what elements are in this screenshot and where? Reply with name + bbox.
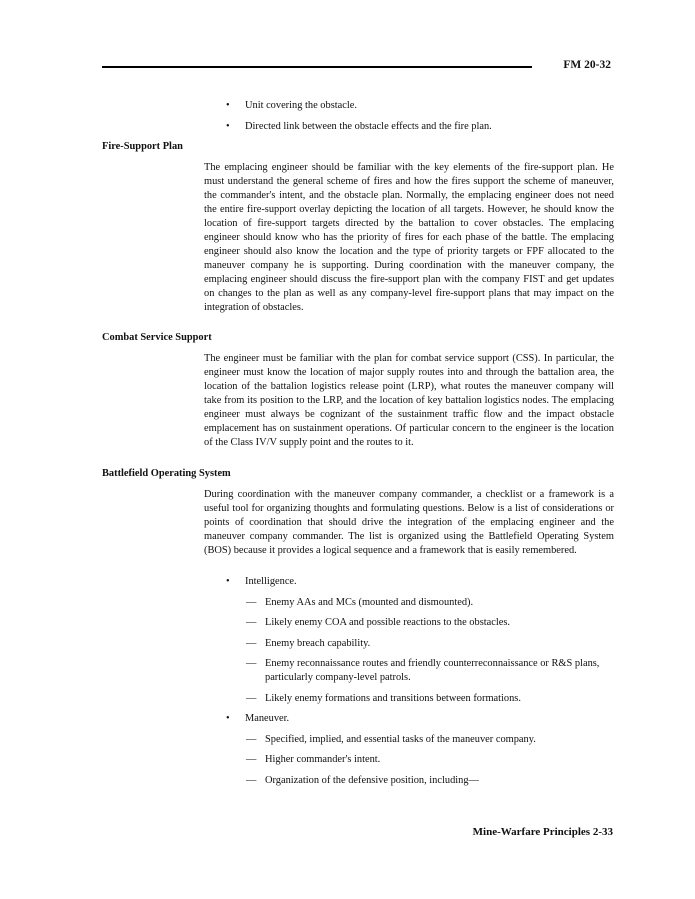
dash-mark: — xyxy=(246,617,257,628)
bullet-mark: • xyxy=(226,713,230,724)
section-paragraph: The engineer must be familiar with the plan for combat service support (CSS). In particular, the engineer must know the location of major supply routes into and through the battalion area, the location of the battalion logistics release point (LRP), what routes the maneuver company will take from its position to the LRP, and the location of key battalion logistics nodes. The emplacing engineer must always be cognizant of the sustainment traffic flow and the impact obstacle emplacement has on sustainment operations. Of particular concern to the engineer is the location of the Class IV/V supply point and the routes to it. xyxy=(204,353,614,448)
bullet-mark: • xyxy=(226,100,230,111)
list-item xyxy=(226,712,616,726)
sub-list-item xyxy=(246,637,616,651)
sub-list-item xyxy=(246,596,616,610)
dash-mark: — xyxy=(246,775,257,786)
dash-mark: — xyxy=(246,597,257,608)
sub-list-item xyxy=(246,774,616,788)
bullet-mark: • xyxy=(226,121,230,132)
header-rule xyxy=(102,66,532,68)
section-heading: Battlefield Operating System xyxy=(102,468,231,479)
dash-mark: — xyxy=(246,734,257,745)
sub-list-item xyxy=(246,657,616,685)
dash-mark: — xyxy=(246,658,257,669)
sub-list-item xyxy=(246,733,616,747)
dash-mark: — xyxy=(246,754,257,765)
bullet-mark: • xyxy=(226,576,230,587)
section-heading: Combat Service Support xyxy=(102,332,212,343)
sub-list-item-text: Enemy reconnaissance routes and friendly counterreconnaissance or R&S plans, particularly company-level patrols. xyxy=(265,658,600,683)
sub-list-item xyxy=(246,753,616,767)
section-heading: Fire-Support Plan xyxy=(102,141,183,152)
sub-list-item-text: Enemy breach capability. xyxy=(265,638,371,649)
sub-list-item xyxy=(246,692,616,706)
sub-list-item-text: Enemy AAs and MCs (mounted and dismounted). xyxy=(265,597,474,608)
sub-list-item-text: Likely enemy formations and transitions between formations. xyxy=(265,693,521,704)
sub-list-item-text: Higher commander's intent. xyxy=(265,754,381,765)
header-code: FM 20-32 xyxy=(563,59,611,71)
page-footer: Mine-Warfare Principles 2-33 xyxy=(472,826,613,838)
list-item-text: Unit covering the obstacle. xyxy=(245,100,357,111)
list-item-text: Directed link between the obstacle effects and the fire plan. xyxy=(245,121,492,132)
list-item xyxy=(226,120,616,134)
section-paragraph: The emplacing engineer should be familiar with the key elements of the fire-support plan. He must understand the general scheme of fires and how the fires support the scheme of maneuver, the commander's intent, and the obstacle plan. Normally, the emplacing engineer does not need the entire fire-support overlay depicting the location of all targets. However, he should know the location of fire-support targets directed by the battalion to cover obstacles. The emplacing engineer should know who has the priority of fires for each phase of the battle. The emplacing engineer should also know the location and the type of priority targets or FPF allocated to the maneuver company he is supporting. During coordination with the maneuver company, the emplacing engineer should discuss the fire-support plan with the company FIST and get updates on changes to the plan as well as any company-level fire-support plans that may impact on the integration of obstacles. xyxy=(204,162,614,313)
list-item xyxy=(226,99,616,113)
sub-list-item xyxy=(246,616,616,630)
dash-mark: — xyxy=(246,693,257,704)
sub-list-item-text: Likely enemy COA and possible reactions to the obstacles. xyxy=(265,617,510,628)
list-item xyxy=(226,575,616,589)
sub-list-item-text: Specified, implied, and essential tasks of the maneuver company. xyxy=(265,734,536,745)
list-item-text: Intelligence. xyxy=(245,576,297,587)
list-item-text: Maneuver. xyxy=(245,713,290,724)
section-paragraph: During coordination with the maneuver company commander, a checklist or a framework is a useful tool for organizing thoughts and formulating questions. Below is a list of considerations or points of coordination that should drive the integration of the emplacing engineer and the maneuver company commander. The list is organized using the Battlefield Operating System (BOS) because it provides a logical sequence and a framework that is easily remembered. xyxy=(204,489,614,556)
sub-list-item-text: Organization of the defensive position, including— xyxy=(265,775,479,786)
dash-mark: — xyxy=(246,638,257,649)
